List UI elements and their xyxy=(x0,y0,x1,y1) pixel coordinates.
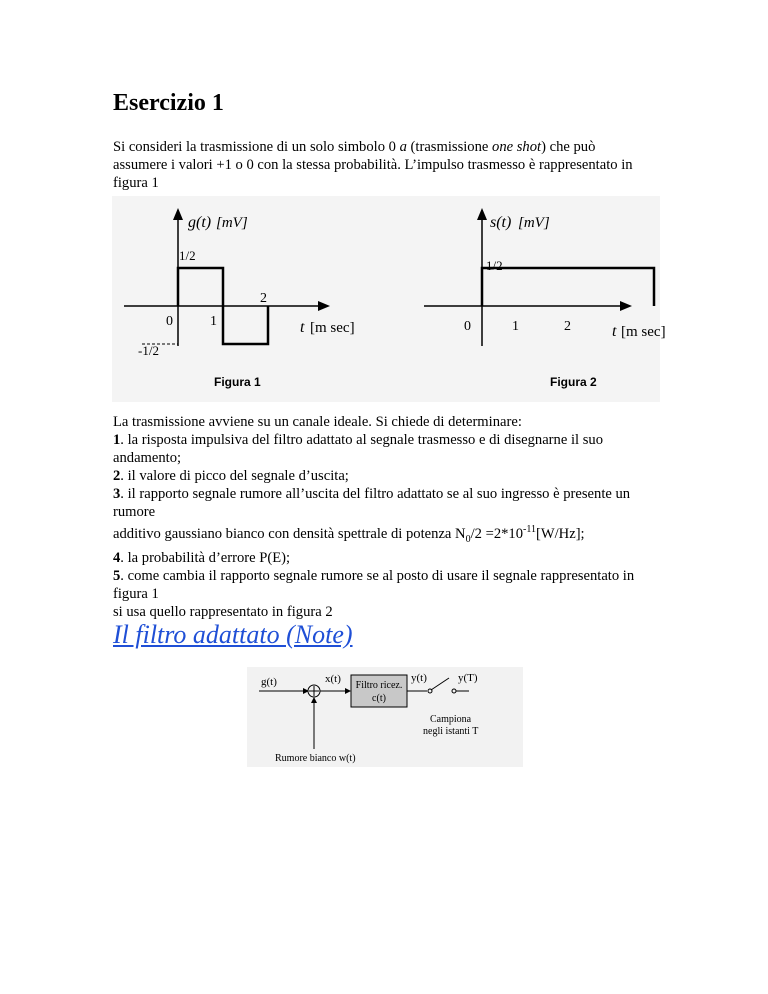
question-2 xyxy=(113,467,659,485)
sample-output-label: y(T) xyxy=(458,672,478,684)
formula-text: additivo gaussiano bianco con densità spettrale di potenza N xyxy=(113,525,466,542)
tick-1-label: 1 xyxy=(210,314,217,329)
figure-1-caption: Figura 1 xyxy=(214,375,261,389)
arrow-icon xyxy=(345,688,351,694)
arrow-icon xyxy=(311,697,317,703)
question-number: 1 xyxy=(113,432,121,448)
input-label: g(t) xyxy=(261,676,277,688)
question-5-cont: si usa quello rappresentato in figura 2 xyxy=(113,603,333,620)
intro-text: (trasmissione xyxy=(406,139,493,155)
y-unit: [mV] xyxy=(518,215,550,231)
question-text: . il rapporto segnale rumore all’uscita del filtro adattato se al suo ingresso è presente un xyxy=(120,486,631,502)
formula-text: /2 =2*10 xyxy=(470,525,524,542)
formula-text: [W/Hz]; xyxy=(535,525,585,542)
formula-sup: -11 xyxy=(523,524,536,535)
sampler-switch xyxy=(431,678,449,690)
level-neg-label: -1/2 xyxy=(138,343,159,358)
question-5-cont: figura 1 xyxy=(113,585,159,602)
formula-sub: 0 xyxy=(465,533,471,545)
x-label: t xyxy=(300,319,305,336)
intro-text: figura 1 xyxy=(113,175,159,191)
question-5 xyxy=(113,567,659,585)
noise-label: Rumore bianco w(t) xyxy=(275,753,356,764)
exercise-title: Esercizio 1 xyxy=(113,90,224,116)
x-unit: [m sec] xyxy=(310,320,355,336)
intro-italic-one-shot: one shot xyxy=(492,139,542,155)
level-pos-label: 1/2 xyxy=(486,258,503,273)
sampler-label: negli istanti T xyxy=(423,726,479,737)
y-unit: [mV] xyxy=(216,215,248,231)
question-1 xyxy=(113,431,659,449)
figure-1-chart xyxy=(124,208,355,389)
question-1-cont: andamento; xyxy=(113,450,182,466)
question-number: 2 xyxy=(113,468,121,484)
question-number: 4 xyxy=(113,549,121,566)
matched-filter-note-link[interactable]: Il filtro adattato (Note) xyxy=(113,620,353,649)
question-text: . il valore di picco del segnale d’uscita; xyxy=(120,468,349,484)
tick-0-label: 0 xyxy=(166,314,173,329)
figure-2-caption: Figura 2 xyxy=(550,375,597,389)
body-line: La trasmissione avviene su un canale ideale. Si chiede di determinare: xyxy=(113,414,522,430)
tick-2-label: 2 xyxy=(564,319,571,334)
question-3-cont: rumore xyxy=(113,504,156,520)
y-axis-arrow xyxy=(173,208,183,220)
x-label: t xyxy=(612,323,617,340)
intro-text: Si consideri la trasmissione di un solo simbolo 0 xyxy=(113,139,400,155)
intro-text: assumere i valori +1 o 0 con la stessa probabilità. L’impulso trasmesso è rappresentato in xyxy=(113,157,633,173)
sum-output-label: x(t) xyxy=(325,673,341,685)
filter-output-label: y(t) xyxy=(411,672,427,684)
filter-label: c(t) xyxy=(372,693,386,704)
filter-label: Filtro ricez. xyxy=(355,680,403,691)
block-diagram xyxy=(247,667,523,767)
x-unit: [m sec] xyxy=(621,324,666,340)
question-3 xyxy=(113,485,659,503)
intro-text: ) che può xyxy=(541,139,596,155)
sampler-contact xyxy=(452,689,456,693)
question-4 xyxy=(113,549,659,567)
question-text: . come cambia il rapporto segnale rumore se al posto di usare il segnale rappresentato in xyxy=(120,567,635,584)
intro-italic-a: a xyxy=(399,139,407,155)
questions-paragraph xyxy=(113,413,659,621)
intro-paragraph xyxy=(113,138,659,192)
question-number: 5 xyxy=(113,567,121,584)
x-axis-arrow xyxy=(620,301,632,311)
tick-0-label: 0 xyxy=(464,319,471,334)
tick-1-label: 1 xyxy=(512,319,519,334)
question-3-formula xyxy=(113,521,659,549)
y-label: s(t) xyxy=(490,214,512,231)
y-axis-arrow xyxy=(477,208,487,220)
signal-s-trace xyxy=(482,268,654,306)
level-pos-label: 1/2 xyxy=(179,248,196,263)
question-text: . la probabilità d’errore P(E); xyxy=(120,549,291,566)
figure-2-chart xyxy=(424,208,666,389)
x-axis-arrow xyxy=(318,301,330,311)
question-text: . la risposta impulsiva del filtro adattato al segnale trasmesso e di disegnarne il suo xyxy=(120,432,603,448)
y-label: g(t) xyxy=(188,214,212,231)
figures-panel xyxy=(112,196,666,402)
tick-2-label: 2 xyxy=(260,291,267,306)
question-number: 3 xyxy=(113,486,121,502)
sampler-label: Campiona xyxy=(430,714,472,725)
